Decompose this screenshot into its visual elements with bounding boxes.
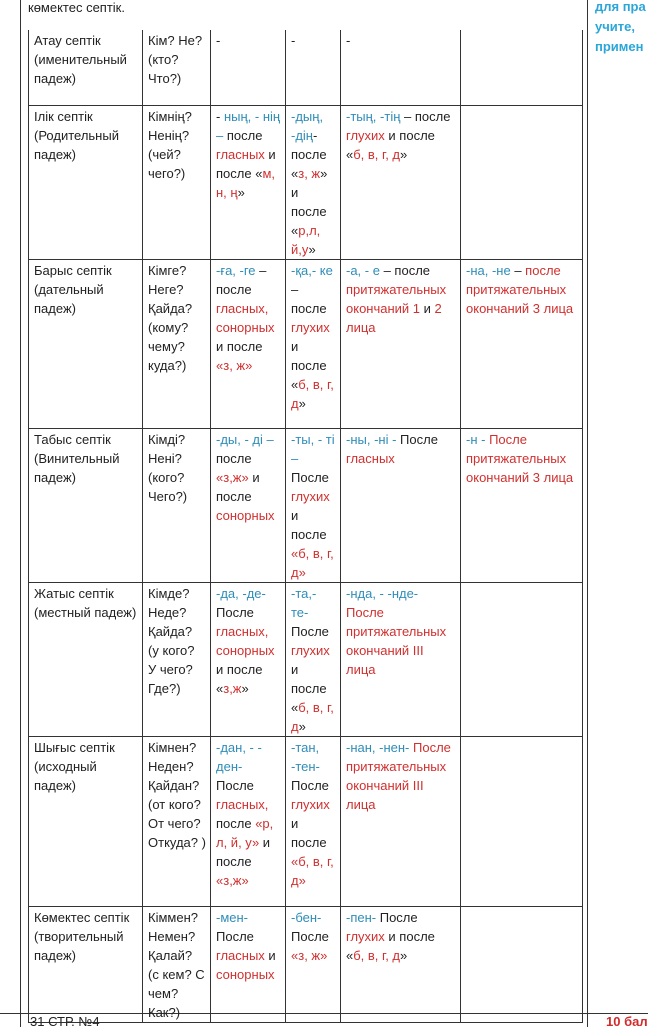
cell-text: -дан, - - ден- [216, 739, 262, 774]
cell-text: «р, л, й, у» [216, 815, 274, 850]
cell-text: – после [216, 262, 267, 297]
cell-text: «б, в, г, д» [291, 545, 334, 580]
cell-case-name [29, 906, 143, 1022]
cell-text: б, в, г, д [353, 146, 400, 162]
cell-text: -н - [466, 431, 486, 447]
cell-text: -та,- те- [291, 585, 317, 620]
cell-ending-possessive [461, 259, 583, 428]
cell-text: 2 лица [346, 300, 442, 335]
cell-text: -пен- [346, 909, 377, 925]
cell-text: Барыс септік (дательный падеж) [34, 262, 112, 316]
cell-text: гласных, сонорных [216, 623, 275, 658]
cell-text: Атау септік (именительный падеж) [34, 33, 127, 86]
cell-ending-after-vowels [211, 105, 286, 259]
cell-text: и после [291, 507, 327, 542]
cell-text: сонорных [216, 966, 275, 982]
cell-text: и после [291, 815, 327, 850]
cell-text: гласных [216, 947, 265, 963]
cell-ending-after-vowels [211, 736, 286, 906]
cell-text: и [264, 947, 276, 963]
cell-text: После притяжательных окончаний III лица [346, 739, 451, 812]
cell-text: Ілік септік (Родительный падеж) [34, 108, 119, 162]
cell-text: Кімде? Неде? Қайда? (у кого? У чего? Где?) [148, 585, 195, 696]
page-border-right [587, 0, 588, 1027]
side-note [595, 0, 646, 57]
cell-case-questions [143, 582, 211, 736]
cell-text: -қа,- ке [291, 262, 333, 278]
header-text: көмектес септік. [28, 0, 125, 15]
cell-text: » и после « [291, 165, 328, 238]
cell-case-questions [143, 105, 211, 259]
table-row [29, 582, 583, 736]
cell-text: -мен- [216, 909, 249, 925]
cell-text: Жатыс септік (местный падеж) [34, 585, 137, 620]
cell-text: и после [216, 338, 263, 354]
cell-text: - [216, 108, 224, 124]
cell-text: после [216, 450, 252, 466]
cell-text: ның, - нің – [216, 108, 281, 143]
cell-ending-third [341, 259, 461, 428]
cell-text: -тан, -тен- [291, 739, 320, 774]
cell-ending-after-vowels [211, 428, 286, 582]
cell-text: Кіммен? Немен? Қалай? (с кем? С чем? Как?) [148, 909, 205, 1020]
cell-text: и после « [216, 146, 276, 181]
cell-text: После [291, 928, 329, 944]
cell-ending-after-voiceless [286, 259, 341, 428]
cell-text: После [216, 604, 254, 620]
cell-text: » [400, 947, 408, 963]
cell-text: После притяжательных окончаний 3 лица [466, 431, 574, 485]
cell-text: – после [379, 262, 431, 278]
cell-case-questions [143, 736, 211, 906]
cell-text: глухих [346, 928, 385, 944]
cell-text: и после « [291, 338, 327, 392]
cell-case-name [29, 428, 143, 582]
cell-text: После [216, 928, 254, 944]
cell-ending-after-voiceless [286, 906, 341, 1022]
cell-text: » [241, 680, 249, 696]
cell-text: «б, в, г, д» [291, 853, 334, 888]
cell-text: «з,ж» [216, 469, 249, 485]
cell-text: после [216, 815, 256, 831]
cell-case-questions [143, 428, 211, 582]
cell-text: -дың, -дің [291, 108, 324, 143]
cell-text: гласных, сонорных [216, 300, 275, 335]
cell-text: » [298, 718, 306, 734]
cell-ending-third [341, 736, 461, 906]
cell-text: После притяжательных окончаний III лица [346, 604, 447, 677]
cell-text: и [420, 300, 435, 316]
cell-ending-after-vowels [211, 30, 286, 105]
side-note-line: для пра [595, 0, 646, 14]
cell-text: Көмектес септік (творительный падеж) [34, 909, 130, 963]
cell-text: «з,ж» [216, 872, 249, 888]
table-row [29, 259, 583, 428]
cell-text: и после [216, 469, 260, 504]
cell-text: -а, - е [346, 262, 380, 278]
cell-text: -бен- [291, 909, 322, 925]
table-row [29, 906, 583, 1022]
cell-text: гласных, [216, 796, 269, 812]
cell-text: б, в, г, д [353, 947, 400, 963]
cell-text: » [298, 395, 306, 411]
cell-ending-third [341, 906, 461, 1022]
cell-text: гласных [346, 450, 395, 466]
cell-text: -ды, - ді – [216, 431, 274, 447]
cell-text: После [376, 909, 418, 925]
cell-text: и после « [346, 928, 435, 963]
cell-text: и после [216, 834, 271, 869]
cell-text: -ты, - ті – [291, 431, 335, 466]
cell-text: р,л, й,у [291, 222, 321, 257]
cell-text: Кім? Не? (кто? Что?) [148, 33, 203, 86]
cell-ending-after-voiceless [286, 582, 341, 736]
side-note-line: учите, [595, 19, 635, 34]
cell-text: Табыс септік (Винительный падеж) [34, 431, 120, 485]
cell-text: б, в, г, д [291, 699, 334, 734]
cell-ending-possessive [461, 105, 583, 259]
cell-ending-possessive [461, 906, 583, 1022]
cell-text: глухих [346, 127, 385, 143]
cell-case-name [29, 736, 143, 906]
cell-text: -ны, -ні - [346, 431, 397, 447]
cell-text: Кімді? Нені? (кого? Чего?) [148, 431, 188, 504]
cell-text: глухих [291, 319, 330, 335]
cell-text: после [223, 127, 263, 143]
cell-text: глухих [291, 642, 330, 658]
cell-text: -нда, - -нде- [346, 585, 419, 601]
cell-ending-possessive [461, 736, 583, 906]
cell-ending-after-voiceless [286, 30, 341, 105]
case-endings-table [28, 30, 583, 1023]
cell-case-name [29, 105, 143, 259]
cell-text: -на, -не [466, 262, 511, 278]
side-note-line: примен [595, 39, 644, 54]
cell-ending-possessive [461, 582, 583, 736]
cell-text: -да, -де- [216, 585, 266, 601]
page-reference: 31 СТР. №4 [30, 1014, 100, 1029]
cell-text: «з, ж» [216, 357, 253, 373]
table-row [29, 30, 583, 105]
cell-text: Кімнің? Ненің? (чей? чего?) [148, 108, 192, 181]
cell-text: Шығыс септік (исходный падеж) [34, 739, 115, 793]
cell-text: - [291, 33, 296, 48]
cell-text: з,ж [223, 680, 242, 696]
cell-case-name [29, 30, 143, 105]
score-label: 10 бал [606, 1014, 648, 1029]
cell-ending-third [341, 30, 461, 105]
cell-text: Кімге? Неге? Қайда? (кому? чему? куда?) [148, 262, 193, 373]
cell-text: - [216, 33, 221, 48]
cell-text: притяжательных окончаний 1 [346, 281, 447, 316]
cell-ending-after-vowels [211, 582, 286, 736]
table-row [29, 105, 583, 259]
cell-case-questions [143, 906, 211, 1022]
cell-text: после притяжательных окончаний 3 лица [466, 262, 574, 316]
cell-ending-possessive [461, 428, 583, 582]
cell-text: и после « [216, 661, 263, 696]
cell-text: После [291, 777, 329, 793]
table-row [29, 428, 583, 582]
cell-ending-after-voiceless [286, 428, 341, 582]
cell-text: -нан, -нен- [346, 739, 410, 755]
cell-text: » [400, 146, 408, 162]
cell-case-questions [143, 30, 211, 105]
cell-case-name [29, 582, 143, 736]
cell-text: – после [400, 108, 451, 124]
cell-ending-third [341, 582, 461, 736]
cell-case-questions [143, 259, 211, 428]
cell-text: гласных [216, 146, 265, 162]
cell-ending-after-vowels [211, 259, 286, 428]
cell-text: -тың, -тің [346, 108, 401, 124]
cell-text: глухих [291, 488, 330, 504]
cell-text: После [291, 623, 329, 639]
cell-ending-possessive [461, 30, 583, 105]
cell-ending-third [341, 105, 461, 259]
cell-text: – после [291, 281, 327, 316]
page-border-left [20, 0, 21, 1027]
cell-text: - после « [291, 127, 327, 181]
cell-ending-after-voiceless [286, 105, 341, 259]
cell-text: После [291, 469, 329, 485]
cell-text: Кімнен? Неден? Қайдан? (от кого? От чего? Откуда? ) [148, 739, 206, 850]
cell-ending-third [341, 428, 461, 582]
table-row [29, 736, 583, 906]
cell-text: глухих [291, 796, 330, 812]
cell-text: и после « [291, 661, 327, 715]
cell-text: -ға, -ге [216, 262, 256, 278]
cell-ending-after-vowels [211, 906, 286, 1022]
cell-case-name [29, 259, 143, 428]
cell-text: » [308, 241, 316, 257]
cell-text: сонорных [216, 507, 275, 523]
cell-text: – [510, 262, 526, 278]
cell-text: После [396, 431, 438, 447]
cell-ending-after-voiceless [286, 736, 341, 906]
cell-text: и после « [346, 127, 435, 162]
cell-text: з, ж [298, 165, 321, 181]
cell-text: м, н, ң [216, 165, 275, 200]
cell-text: - [346, 33, 351, 48]
cell-text: » [237, 184, 245, 200]
cell-text: б, в, г, д [291, 376, 334, 411]
cell-text: «з, ж» [291, 947, 328, 963]
cell-text: После [216, 777, 254, 793]
